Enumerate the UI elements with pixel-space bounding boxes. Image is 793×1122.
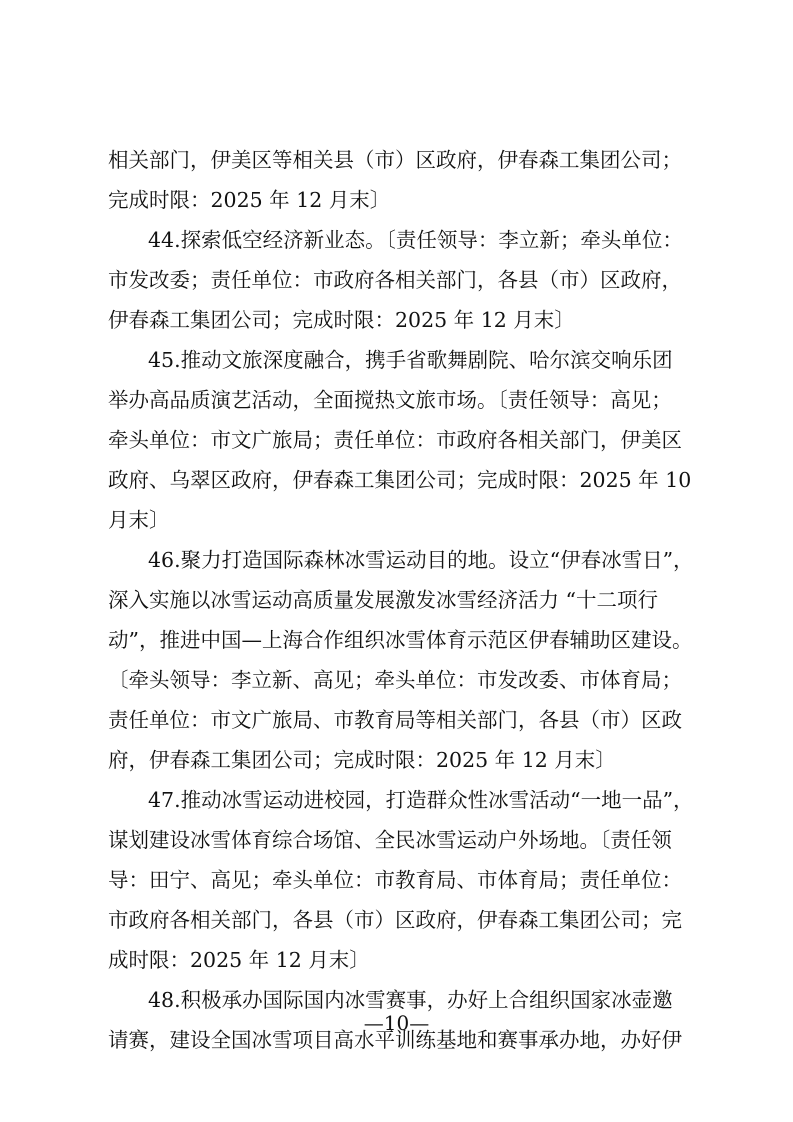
text-line: 成时限：2025 年 12 月末〕	[108, 948, 370, 972]
text-line: 政府、乌翠区政府，伊春森工集团公司；完成时限：2025 年 10	[108, 468, 692, 492]
text-line: 伊春森工集团公司；完成时限：2025 年 12 月末〕	[108, 308, 575, 332]
text-line: 责任单位：市文广旅局、市教育局等相关部门，各县（市）区政	[108, 708, 682, 732]
page-number: —10—	[363, 1011, 430, 1035]
text-line: 府，伊春森工集团公司；完成时限：2025 年 12 月末〕	[108, 748, 616, 772]
text-line: 市发改委；责任单位：市政府各相关部门，各县（市）区政府，	[108, 268, 682, 292]
item-47-start: 47.推动冰雪运动进校园，打造群众性冰雪活动“一地一品”，	[148, 788, 694, 812]
text-line: 动”，推进中国—上海合作组织冰雪体育示范区伊春辅助区建设。	[108, 628, 693, 652]
text-line: 谋划建设冰雪体育综合场馆、全民冰雪运动户外场地。〔责任领	[108, 828, 672, 852]
text-line: 完成时限：2025 年 12 月末〕	[108, 188, 391, 212]
text-line: 导：田宁、高见；牵头单位：市教育局、市体育局；责任单位：	[108, 868, 682, 892]
item-44-start: 44.探索低空经济新业态。〔责任领导：李立新；牵头单位：	[148, 228, 683, 252]
item-46-start: 46.聚力打造国际森林冰雪运动目的地。设立“伊春冰雪日”，	[148, 548, 694, 572]
text-line: 市政府各相关部门，各县（市）区政府，伊春森工集团公司；完	[108, 908, 682, 932]
text-line: 举办高品质演艺活动，全面搅热文旅市场。〔责任领导：高见；	[108, 388, 672, 412]
item-45-start: 45.推动文旅深度融合，携手省歌舞剧院、哈尔滨交响乐团	[148, 348, 673, 372]
text-line: 牵头单位：市文广旅局；责任单位：市政府各相关部门，伊美区	[108, 428, 682, 452]
text-line: 深入实施以冰雪运动高质量发展激发冰雪经济活力 “十二项行	[108, 588, 658, 612]
text-line: 相关部门，伊美区等相关县（市）区政府，伊春森工集团公司；	[108, 148, 682, 172]
text-line: 月末〕	[108, 508, 170, 532]
text-line: 〔牵头领导：李立新、高见；牵头单位：市发改委、市体育局；	[108, 668, 682, 692]
item-48-start: 48.积极承办国际国内冰雪赛事，办好上合组织国家冰壶邀	[148, 988, 673, 1012]
text-line: 请赛，建设全国冰雪项目高水平训练基地和赛事承办地，办好伊	[108, 1028, 682, 1052]
